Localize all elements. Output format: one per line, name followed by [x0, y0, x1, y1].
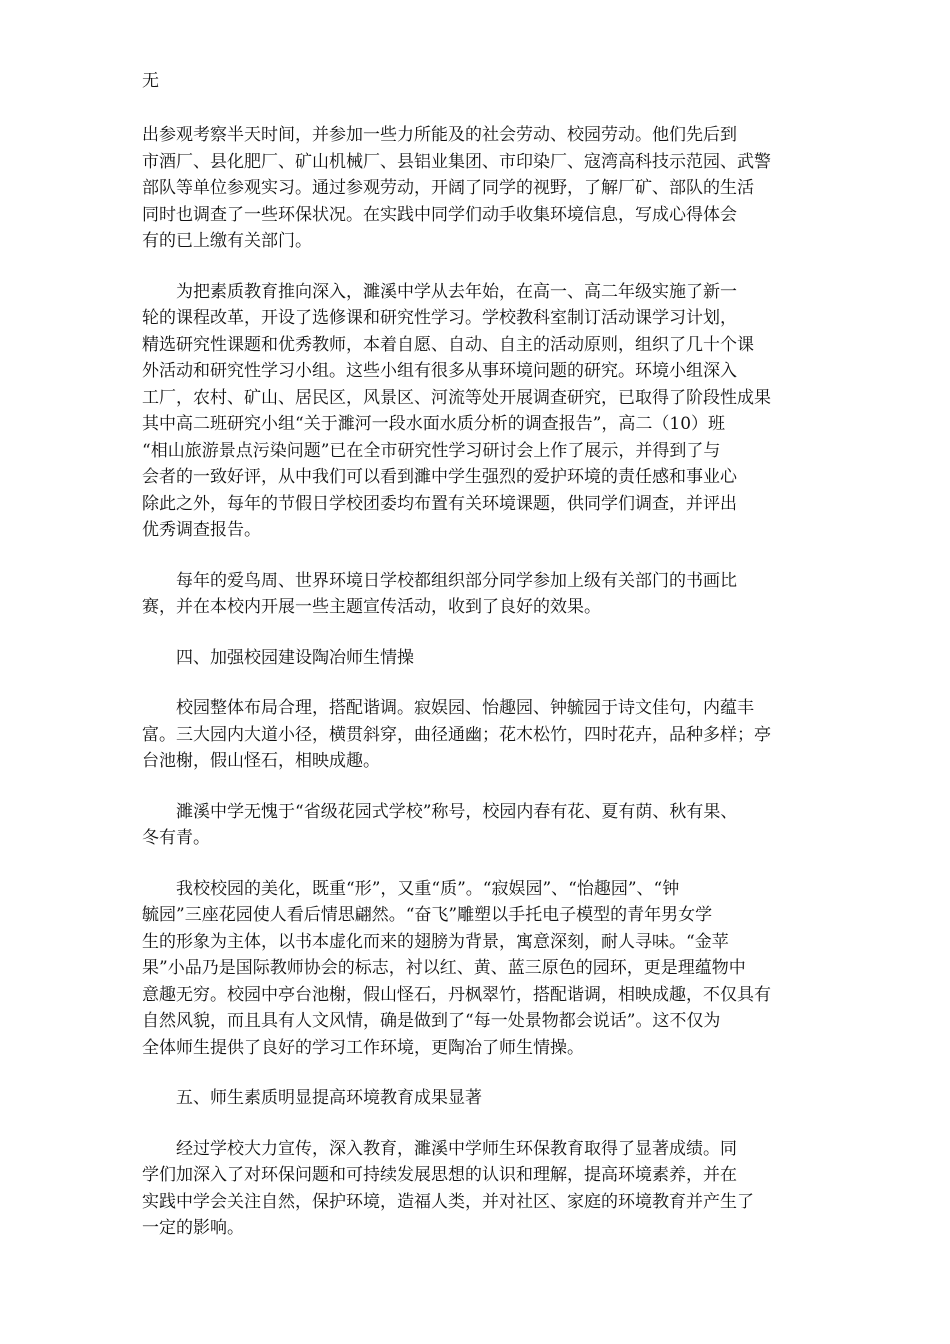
paragraph-9 — [142, 1136, 814, 1242]
text-line: 部队等单位参观实习。通过参观劳动，开阔了同学的视野，了解厂矿、部队的生活 — [142, 178, 754, 198]
text-line: 实践中学会关注自然，保护环境，造福人类，并对社区、家庭的环境教育并产生了 — [142, 1191, 754, 1212]
text-line: 生的形象为主体，以书本虚化而来的翅膀为背景，寓意深刻，耐人寻味。“金苹 — [142, 931, 729, 952]
paragraph-5 — [142, 695, 814, 775]
text-line: 经过学校大力宣传，深入教育，濉溪中学师生环保教育取得了显著成绩。同 — [176, 1138, 737, 1159]
paragraph-6 — [142, 799, 814, 852]
text-line: 富。三大园内大道小径，横贯斜穿，曲径通幽；花木松竹，四时花卉，品种多样；亭 — [142, 724, 771, 745]
text-line: 工厂，农村、矿山、居民区，风景区、河流等处开展调查研究，已取得了阶段性成果 — [142, 387, 771, 408]
text-line: 有的已上缴有关部门。 — [142, 231, 312, 251]
document-body — [142, 122, 814, 1266]
text-line: 自然风貌，而且具有人文风情，确是做到了“每一处景物都会说话”。这不仅为 — [142, 1011, 721, 1031]
paragraph-2 — [142, 279, 814, 544]
text-line: 台池榭，假山怪石，相映成趣。 — [142, 751, 380, 771]
paragraph-3 — [142, 568, 814, 621]
text-line: 其中高二班研究小组“关于濉河一段水面水质分析的调查报告”，高二（10）班 — [142, 414, 726, 434]
section-heading-4: 四、加强校园建设陶冶师生情操 — [176, 647, 414, 668]
paragraph-7 — [142, 876, 814, 1062]
text-line: “相山旅游景点污染问题”已在全市研究性学习研讨会上作了展示，并得到了与 — [142, 440, 721, 461]
page-header: 无 — [142, 71, 159, 91]
text-line: 每年的爱鸟周、世界环境日学校都组织部分同学参加上级有关部门的书画比 — [176, 570, 737, 591]
text-line: 外活动和研究性学习小组。这些小组有很多从事环境问题的研究。环境小组深入 — [142, 361, 737, 381]
text-line: 出参观考察半天时间，并参加一些力所能及的社会劳动、校园劳动。他们先后到 — [142, 125, 737, 145]
text-line: 果”小品乃是国际教师协会的标志，衬以红、黄、蓝三原色的园环，更是理蕴物中 — [142, 958, 746, 978]
text-line: 冬有青。 — [142, 828, 210, 848]
text-line: 优秀调查报告。 — [142, 520, 261, 540]
section-heading-5: 五、师生素质明显提高环境教育成果显著 — [176, 1088, 482, 1108]
text-line: 同时也调查了一些环保状况。在实践中同学们动手收集环境信息，写成心得体会 — [142, 204, 737, 225]
text-line: 意趣无穷。校园中亭台池榭，假山怪石，丹枫翠竹，搭配谐调，相映成趣，不仅具有 — [142, 984, 771, 1005]
text-line: 除此之外，每年的节假日学校团委均布置有关环境课题，供同学们调查，并评出 — [142, 493, 737, 514]
text-line: 校园整体布局合理，搭配谐调。寂娱园、怡趣园、钟毓园于诗文佳句，内蕴丰 — [176, 698, 754, 718]
text-line: 为把素质教育推向深入，濉溪中学从去年始，在高一、高二年级实施了新一 — [176, 281, 737, 302]
text-line: 轮的课程改革，开设了选修课和研究性学习。学校教科室制订活动课学习计划， — [142, 308, 737, 328]
text-line: 一定的影响。 — [142, 1218, 244, 1238]
text-line: 市酒厂、县化肥厂、矿山机械厂、县铝业集团、市印染厂、寇湾高科技示范园、武警 — [142, 151, 771, 172]
text-line: 赛，并在本校内开展一些主题宣传活动，收到了良好的效果。 — [142, 597, 601, 617]
text-line: 精选研究性课题和优秀教师，本着自愿、自动、自主的活动原则，组织了几十个课 — [142, 334, 754, 355]
text-line: 毓园”三座花园使人看后情思翩然。“奋飞”雕塑以手托电子模型的青年男女学 — [142, 905, 713, 925]
text-line: 我校校园的美化，既重“形”，又重“质”。“寂娱园”、“怡趣园”、“钟 — [176, 878, 680, 899]
text-line: 全体师生提供了良好的学习工作环境，更陶冶了师生情操。 — [142, 1037, 584, 1058]
text-line: 会者的一致好评，从中我们可以看到濉中学生强烈的爱护环境的责任感和事业心 — [142, 467, 737, 487]
paragraph-1 — [142, 122, 814, 255]
text-line: 濉溪中学无愧于“省级花园式学校”称号，校园内春有花、夏有荫、秋有果、 — [176, 801, 738, 822]
text-line: 学们加深入了对环保问题和可持续发展思想的认识和理解，提高环境素养，并在 — [142, 1165, 737, 1185]
